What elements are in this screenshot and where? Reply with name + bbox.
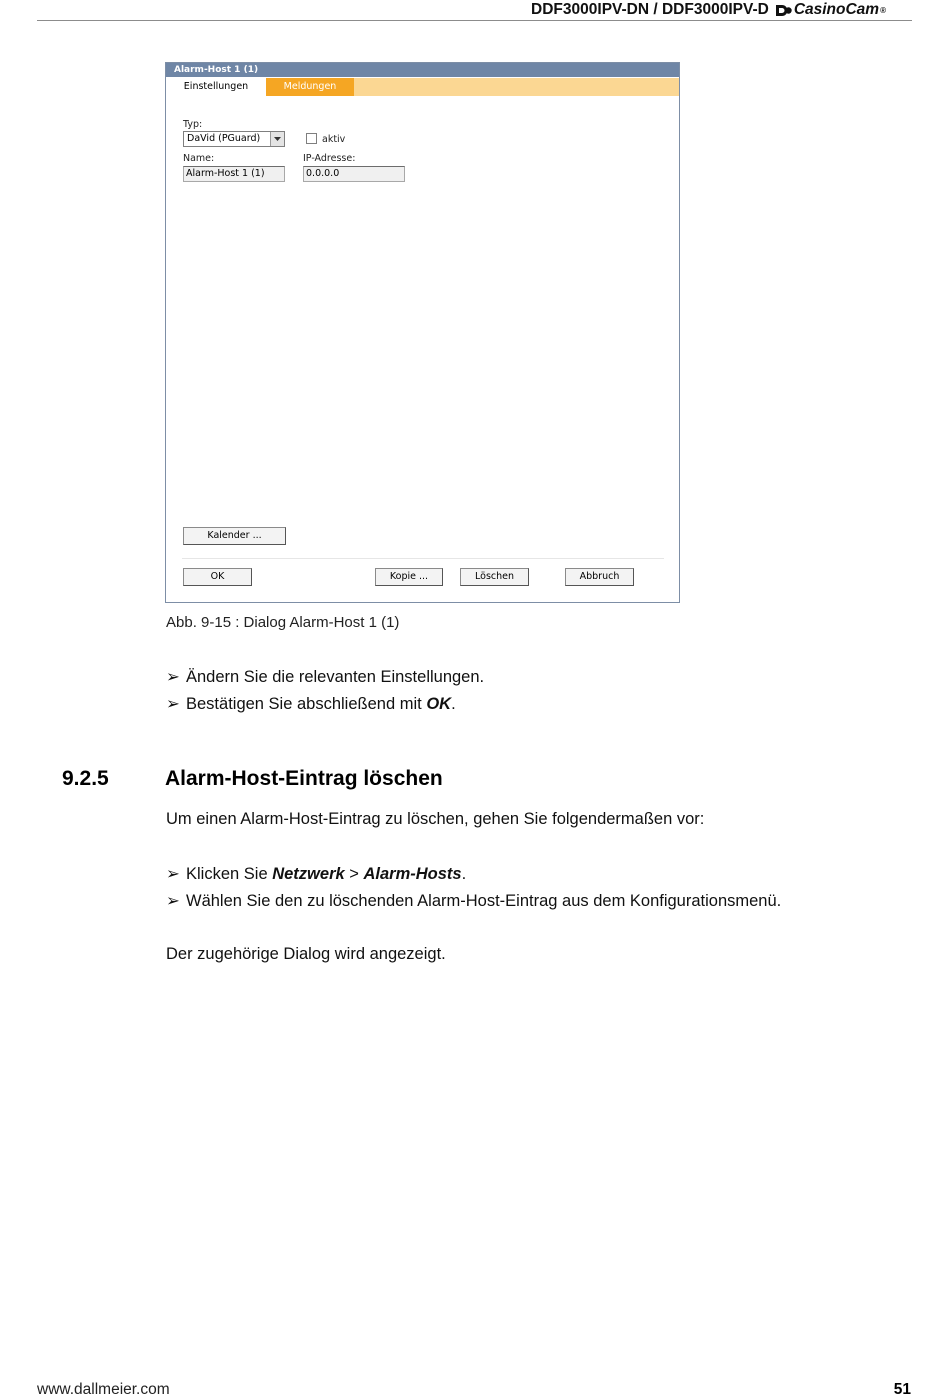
ok-button[interactable]: OK	[183, 568, 252, 586]
section-number: 9.2.5	[62, 767, 109, 790]
step-text: Klicken Sie	[186, 865, 273, 883]
name-label: Name:	[183, 153, 215, 164]
arrow-bullet-icon: ➢	[166, 695, 180, 713]
step-item	[166, 891, 781, 911]
step-text: Bestätigen Sie abschließend mit	[186, 695, 427, 713]
loeschen-button[interactable]: Löschen	[460, 568, 529, 586]
document-title: DDF3000IPV-DN / DDF3000IPV-D	[531, 1, 769, 18]
header-rule	[37, 20, 912, 21]
aktiv-checkbox[interactable]	[306, 133, 317, 144]
step-text: Wählen Sie den zu löschenden Alarm-Host-Eintrag aus dem Konfigurationsmenü.	[186, 892, 782, 910]
arrow-bullet-icon: ➢	[166, 865, 180, 883]
brand-name: CasinoCam	[793, 1, 880, 18]
chevron-down-icon[interactable]	[270, 132, 284, 146]
step-item	[166, 864, 466, 884]
step-item	[166, 694, 456, 714]
ok-emphasis: OK	[426, 695, 452, 713]
ip-address-field[interactable]: 0.0.0.0	[303, 166, 405, 182]
step-text-end: .	[451, 695, 456, 713]
arrow-bullet-icon: ➢	[166, 892, 180, 910]
tab-meldungen[interactable]: Meldungen	[266, 78, 354, 96]
registered-mark: ®	[880, 5, 886, 15]
abbruch-button[interactable]: Abbruch	[565, 568, 634, 586]
page-header	[531, 1, 886, 19]
typ-label: Typ:	[183, 119, 203, 130]
tab-einstellungen[interactable]: Einstellungen	[166, 78, 266, 96]
section-intro: Um einen Alarm-Host-Eintrag zu löschen, gehen Sie folgendermaßen vor:	[166, 810, 705, 828]
menu-alarm-hosts: Alarm-Hosts	[363, 865, 462, 883]
step-text: Ändern Sie die relevanten Einstellungen.	[186, 668, 485, 686]
result-text: Der zugehörige Dialog wird angezeigt.	[166, 945, 446, 963]
ip-label: IP-Adresse:	[303, 153, 356, 164]
arrow-bullet-icon: ➢	[166, 668, 180, 686]
brand-logo	[775, 1, 886, 19]
menu-netzwerk: Netzwerk	[272, 865, 345, 883]
figure-caption: Abb. 9-15 : Dialog Alarm-Host 1 (1)	[166, 614, 400, 631]
step-item	[166, 667, 484, 687]
typ-select-value: DaVid (PGuard)	[187, 133, 261, 144]
footer-url: www.dallmeier.com	[37, 1381, 170, 1398]
page-number: 51	[893, 1381, 911, 1398]
section-title: Alarm-Host-Eintrag löschen	[165, 767, 443, 790]
alarm-host-dialog	[165, 62, 680, 603]
name-field[interactable]: Alarm-Host 1 (1)	[183, 166, 285, 182]
dialog-tab-bar	[166, 78, 679, 96]
dialog-title: Alarm-Host 1 (1)	[166, 63, 679, 77]
dallmeier-logo-icon	[775, 4, 793, 17]
kopie-button[interactable]: Kopie ...	[375, 568, 443, 586]
path-separator: >	[344, 865, 364, 883]
aktiv-label: aktiv	[322, 134, 346, 145]
typ-select[interactable]	[183, 131, 285, 147]
step-text-end: .	[461, 865, 467, 883]
dialog-divider	[182, 558, 664, 559]
kalender-button[interactable]: Kalender ...	[183, 527, 286, 545]
